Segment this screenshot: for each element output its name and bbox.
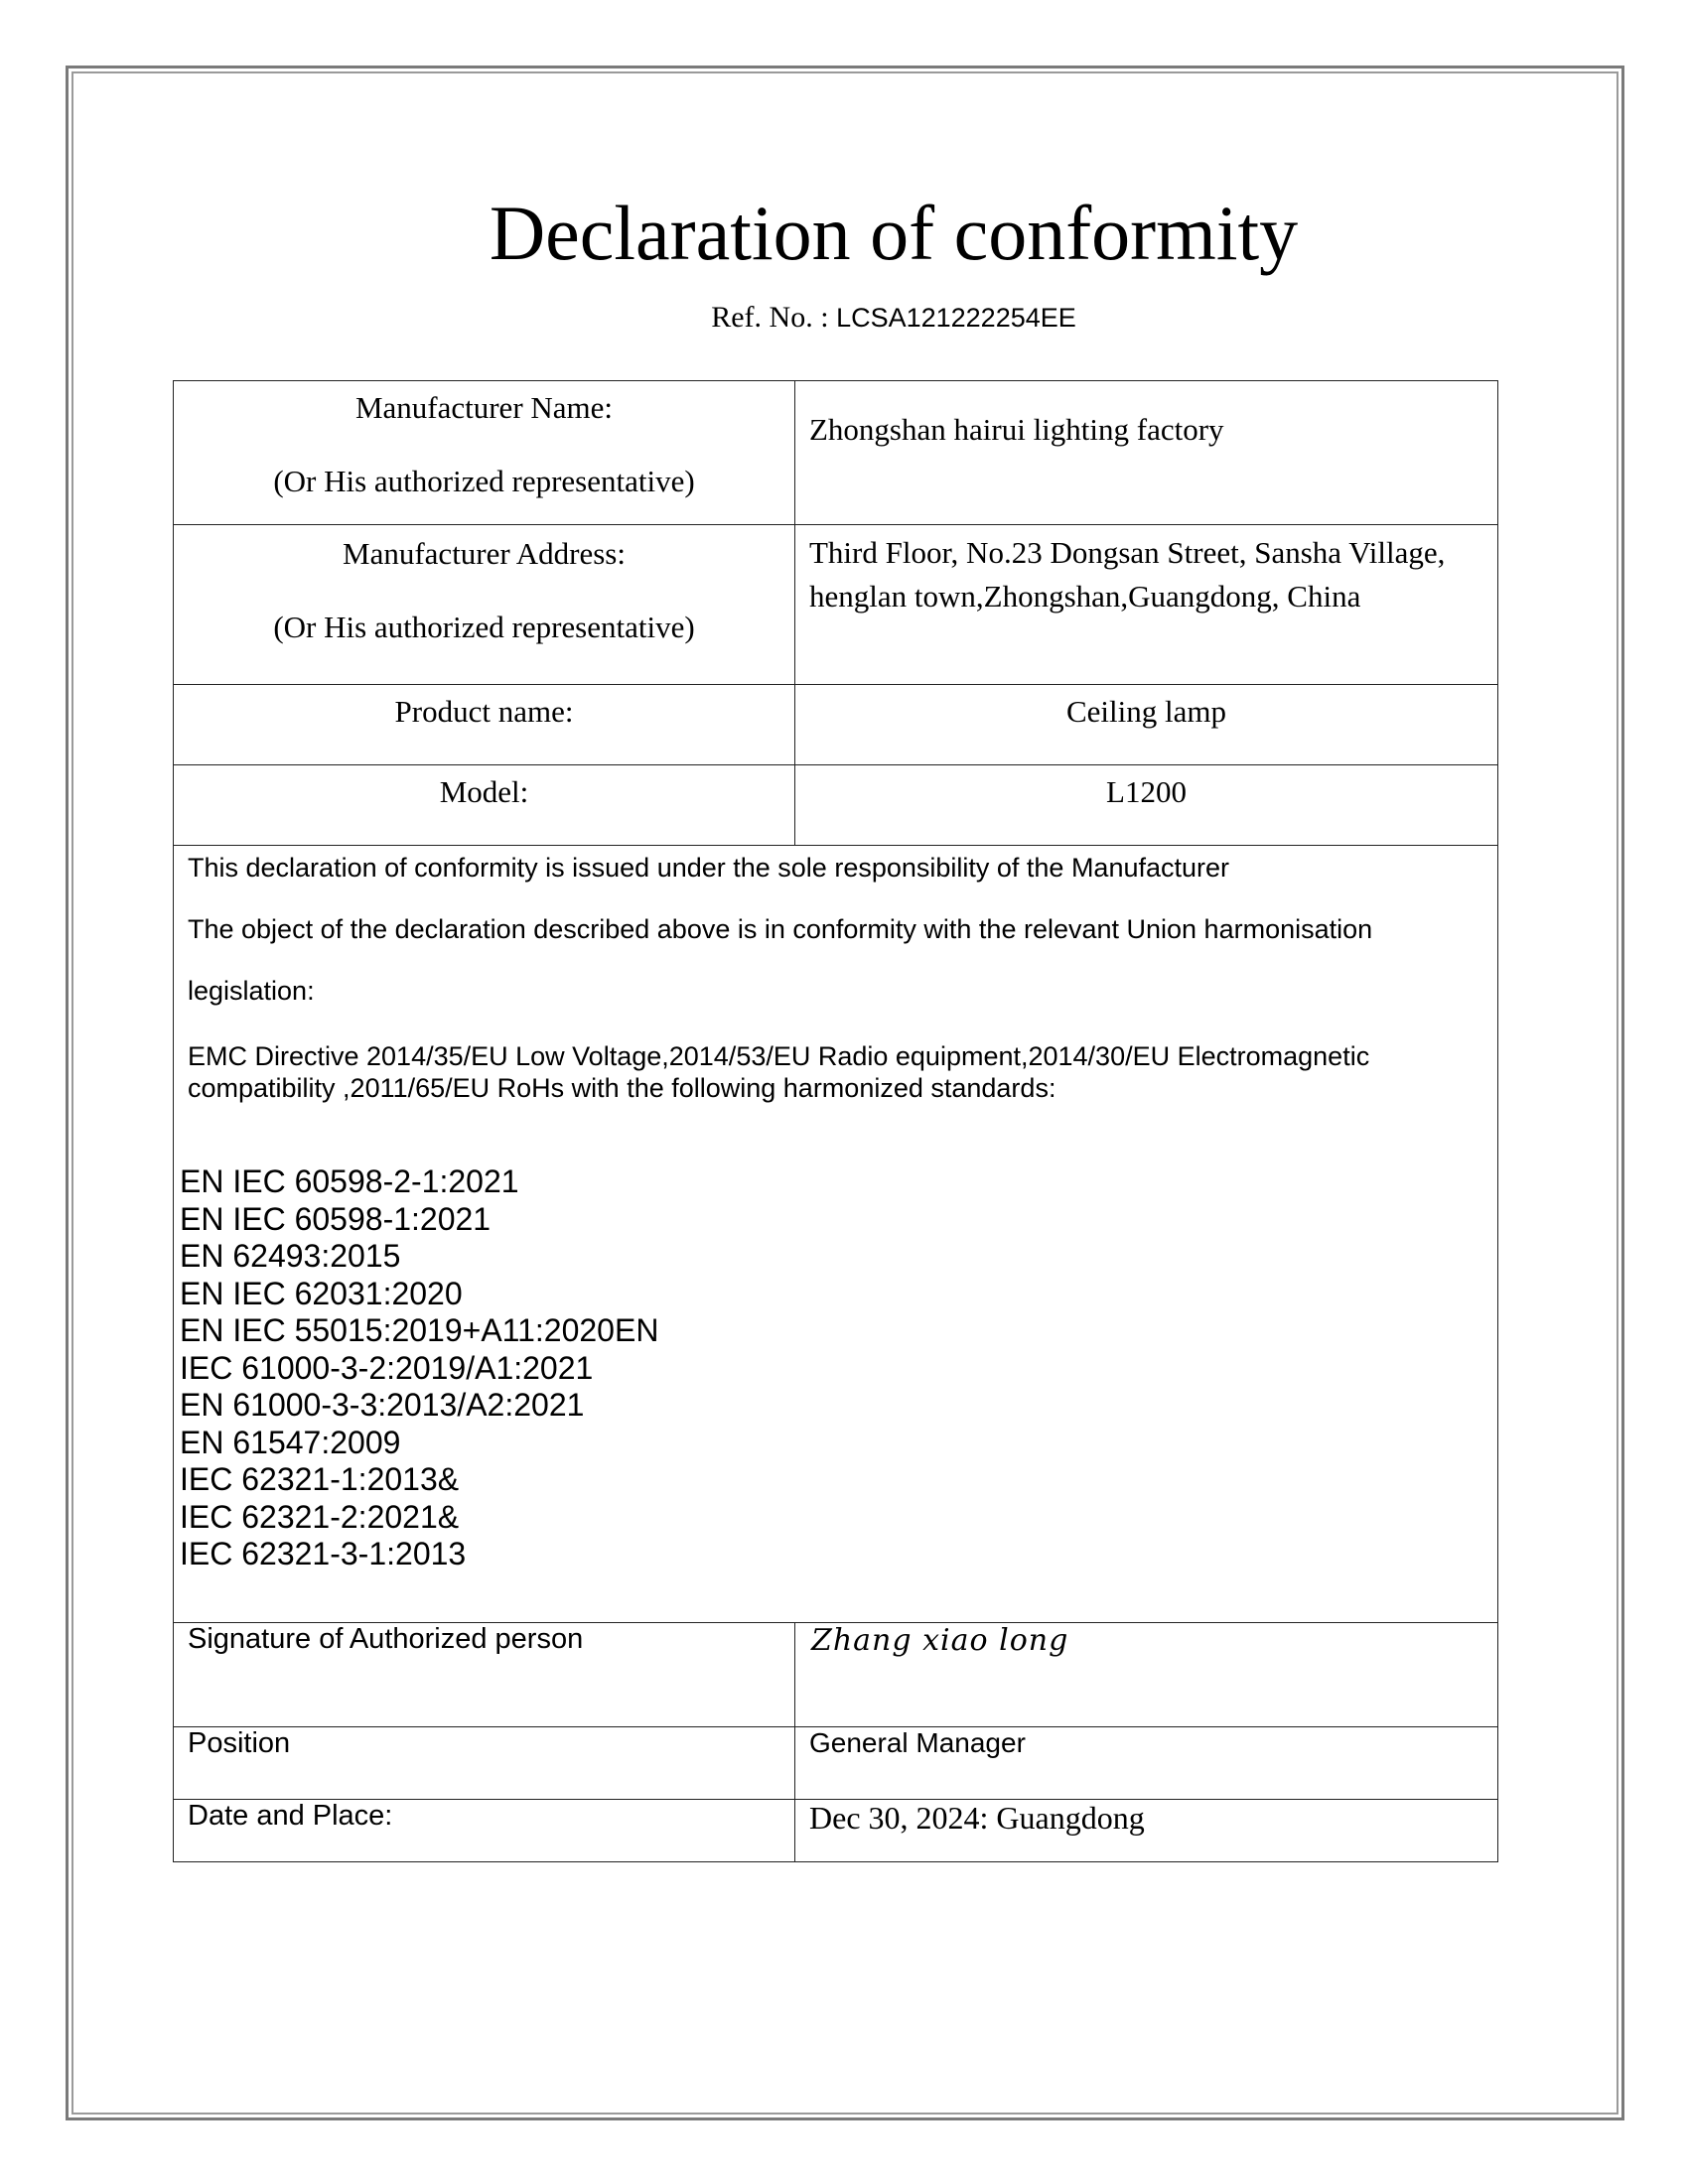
manufacturer-name-label-cell xyxy=(174,381,795,525)
position-row xyxy=(174,1727,1498,1800)
manufacturer-name-label: Manufacturer Name: xyxy=(354,390,614,425)
model-value: L1200 xyxy=(795,765,1498,846)
date-place-row xyxy=(174,1800,1498,1862)
date-place-value: Dec 30, 2024: Guangdong xyxy=(795,1800,1498,1862)
signature-label: Signature of Authorized person xyxy=(174,1623,795,1727)
manufacturer-name-value: Zhongshan hairui lighting factory xyxy=(809,412,1224,447)
standard-item: IEC 62321-2:2021& xyxy=(180,1498,460,1535)
signature-row xyxy=(174,1623,1498,1727)
standard-item: IEC 62321-1:2013& xyxy=(180,1461,460,1497)
standard-item: IEC 62321-3-1:2013 xyxy=(180,1536,467,1571)
standard-item: EN 61000-3-3:2013/A2:2021 xyxy=(180,1387,585,1423)
standard-item: IEC 61000-3-2:2019/A1:2021 xyxy=(180,1349,594,1386)
model-label: Model: xyxy=(174,765,795,846)
standard-item: EN IEC 60598-1:2021 xyxy=(180,1200,492,1237)
declaration-table xyxy=(173,380,1498,1862)
position-value: General Manager xyxy=(795,1727,1498,1800)
reference-number xyxy=(0,303,1688,333)
conformity-statement-line1: The object of the declaration described above is in conformity with the relevant Union harmonisation xyxy=(188,914,1373,944)
handwritten-signature: Zhang xiao long xyxy=(795,1623,1498,1727)
manufacturer-address-label-cell xyxy=(174,525,795,685)
manufacturer-address-row xyxy=(174,525,1498,685)
standards-list xyxy=(174,1163,1497,1573)
responsibility-statement: This declaration of conformity is issued under the sole responsibility of the Manufacturer xyxy=(188,853,1230,883)
declaration-row xyxy=(174,846,1498,1623)
product-name-value: Ceiling lamp xyxy=(795,685,1498,765)
product-name-row xyxy=(174,685,1498,765)
manufacturer-address-value-cell xyxy=(795,525,1498,685)
manufacturer-address-sublabel: (Or His authorized representative) xyxy=(273,610,695,644)
ref-label: Ref. No. : xyxy=(711,301,837,334)
date-place-label: Date and Place: xyxy=(174,1800,795,1862)
declaration-body-cell xyxy=(174,846,1498,1623)
manufacturer-name-sublabel: (Or His authorized representative) xyxy=(273,464,695,498)
conformity-statement-line2: legislation: xyxy=(188,976,315,1006)
standard-item: EN IEC 55015:2019+A11:2020EN xyxy=(180,1312,659,1348)
standard-item: EN 62493:2015 xyxy=(180,1238,401,1274)
standard-item: EN IEC 62031:2020 xyxy=(180,1275,463,1311)
standard-item: EN 61547:2009 xyxy=(180,1424,401,1460)
model-row xyxy=(174,765,1498,846)
manufacturer-address-label: Manufacturer Address: xyxy=(343,536,626,571)
manufacturer-name-row xyxy=(174,381,1498,525)
document-title: Declaration of conformity xyxy=(489,190,1299,276)
manufacturer-name-value-cell xyxy=(795,381,1498,525)
position-label: Position xyxy=(174,1727,795,1800)
product-name-label: Product name: xyxy=(174,685,795,765)
directives-statement: EMC Directive 2014/35/EU Low Voltage,2014/53/EU Radio equipment,2014/30/EU Electromagnetic compatibility ,2011/65/EU RoHs with the following harmonized standards: xyxy=(188,1041,1370,1103)
ref-value: LCSA121222254EE xyxy=(836,303,1076,333)
manufacturer-address-value: Third Floor, No.23 Dongsan Street, Sansha Village, henglan town,Zhongshan,Guangdong, China xyxy=(809,535,1446,614)
standard-item: EN IEC 60598-2-1:2021 xyxy=(180,1163,519,1199)
